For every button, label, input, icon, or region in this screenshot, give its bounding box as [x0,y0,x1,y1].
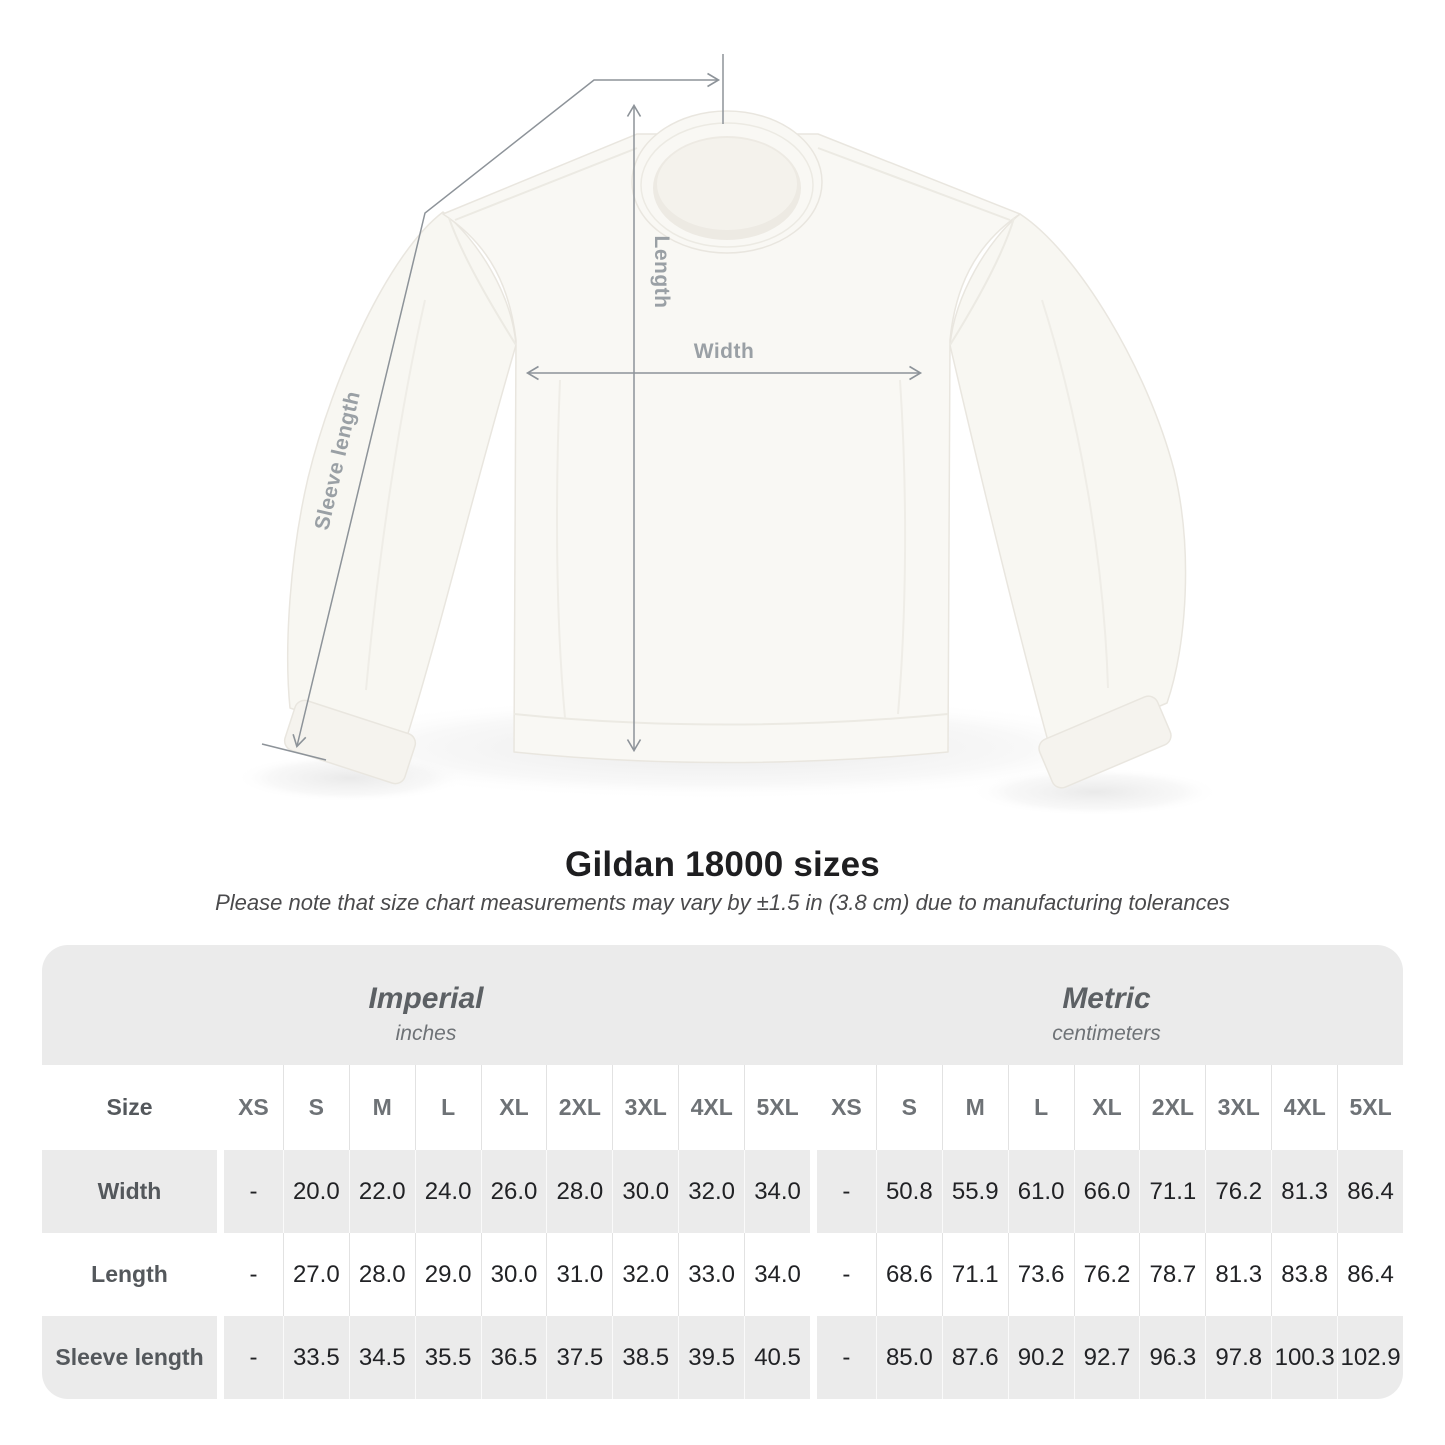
size-header-imperial-3xl: 3XL [612,1065,678,1150]
value-cell-imperial: 34.5 [349,1316,415,1399]
value-cell-imperial: - [217,1150,283,1233]
value-cell-metric: 68.6 [876,1233,942,1316]
row-label: Length [42,1233,217,1316]
size-header-imperial-5xl: 5XL [744,1065,810,1150]
value-cell-metric: 71.1 [1139,1150,1205,1233]
width-label: Width [693,340,755,363]
value-cell-imperial: 26.0 [481,1150,547,1233]
value-cell-metric: 102.9 [1337,1316,1403,1399]
metric-group-unit: centimeters [1052,1022,1161,1045]
value-cell-metric: 50.8 [876,1150,942,1233]
size-header-metric-xs: XS [810,1065,876,1150]
value-cell-metric: 97.8 [1205,1316,1271,1399]
size-header-metric-xl: XL [1074,1065,1140,1150]
value-cell-metric: 85.0 [876,1316,942,1399]
sweatshirt [282,111,1185,791]
value-cell-imperial: 29.0 [415,1233,481,1316]
tolerance-note: Please note that size chart measurements may vary by ±1.5 in (3.8 cm) due to manufacturing tolerances [215,890,1230,915]
size-header-imperial-2xl: 2XL [546,1065,612,1150]
unit-group-band [42,945,1403,1065]
size-header-imperial-4xl: 4XL [678,1065,744,1150]
row-label: Sleeve length [42,1316,217,1399]
sleeve-length-label: Sleeve length [310,388,365,533]
value-cell-imperial: 37.5 [546,1316,612,1399]
value-cell-metric: 81.3 [1271,1150,1337,1233]
value-cell-metric: 92.7 [1074,1316,1140,1399]
size-header-metric-m: M [942,1065,1008,1150]
value-cell-metric: 55.9 [942,1150,1008,1233]
right-sleeve [950,214,1186,752]
value-cell-imperial: 40.5 [744,1316,810,1399]
size-header-metric-2xl: 2XL [1139,1065,1205,1150]
size-header-imperial-xs: XS [217,1065,283,1150]
value-cell-imperial: - [217,1316,283,1399]
value-cell-imperial: 30.0 [481,1233,547,1316]
size-header-imperial-s: S [283,1065,349,1150]
imperial-group-unit: inches [395,1022,457,1045]
imperial-group-title: Imperial [368,982,484,1015]
page-title: Gildan 18000 sizes [565,845,880,884]
value-cell-metric: 96.3 [1139,1316,1205,1399]
value-cell-imperial: 30.0 [612,1150,678,1233]
value-cell-imperial: 32.0 [678,1150,744,1233]
value-cell-metric: 87.6 [942,1316,1008,1399]
value-cell-metric: 78.7 [1139,1233,1205,1316]
size-header-metric-s: S [876,1065,942,1150]
collar [632,111,822,253]
value-cell-metric: 83.8 [1271,1233,1337,1316]
length-label: Length [650,235,673,309]
value-cell-imperial: 28.0 [546,1150,612,1233]
imperial-group-header [42,945,810,1065]
size-table [42,945,1403,1399]
value-cell-metric: - [810,1233,876,1316]
value-cell-metric: 86.4 [1337,1233,1403,1316]
size-header-imperial-l: L [415,1065,481,1150]
size-header-imperial-m: M [349,1065,415,1150]
metric-group-header [810,945,1403,1065]
value-cell-metric: 61.0 [1008,1150,1074,1233]
value-cell-imperial: - [217,1233,283,1316]
size-header-metric-4xl: 4XL [1271,1065,1337,1150]
row-label: Width [42,1150,217,1233]
value-cell-imperial: 35.5 [415,1316,481,1399]
metric-group-title: Metric [1062,982,1151,1015]
size-grid [42,1065,1403,1399]
value-cell-imperial: 22.0 [349,1150,415,1233]
value-cell-metric: - [810,1150,876,1233]
size-column-header: Size [42,1065,217,1150]
value-cell-imperial: 31.0 [546,1233,612,1316]
value-cell-metric: 90.2 [1008,1316,1074,1399]
value-cell-imperial: 34.0 [744,1233,810,1316]
value-cell-imperial: 39.5 [678,1316,744,1399]
size-header-metric-l: L [1008,1065,1074,1150]
value-cell-metric: 86.4 [1337,1150,1403,1233]
size-header-metric-3xl: 3XL [1205,1065,1271,1150]
value-cell-imperial: 27.0 [283,1233,349,1316]
size-header-imperial-xl: XL [481,1065,547,1150]
value-cell-metric: 73.6 [1008,1233,1074,1316]
value-cell-metric: 76.2 [1205,1150,1271,1233]
value-cell-metric: 66.0 [1074,1150,1140,1233]
value-cell-imperial: 20.0 [283,1150,349,1233]
value-cell-metric: 100.3 [1271,1316,1337,1399]
value-cell-imperial: 38.5 [612,1316,678,1399]
value-cell-metric: 81.3 [1205,1233,1271,1316]
value-cell-imperial: 33.0 [678,1233,744,1316]
size-header-metric-5xl: 5XL [1337,1065,1403,1150]
value-cell-metric: - [810,1316,876,1399]
value-cell-imperial: 24.0 [415,1150,481,1233]
value-cell-metric: 76.2 [1074,1233,1140,1316]
value-cell-imperial: 34.0 [744,1150,810,1233]
value-cell-metric: 71.1 [942,1233,1008,1316]
value-cell-imperial: 33.5 [283,1316,349,1399]
value-cell-imperial: 28.0 [349,1233,415,1316]
value-cell-imperial: 32.0 [612,1233,678,1316]
value-cell-imperial: 36.5 [481,1316,547,1399]
